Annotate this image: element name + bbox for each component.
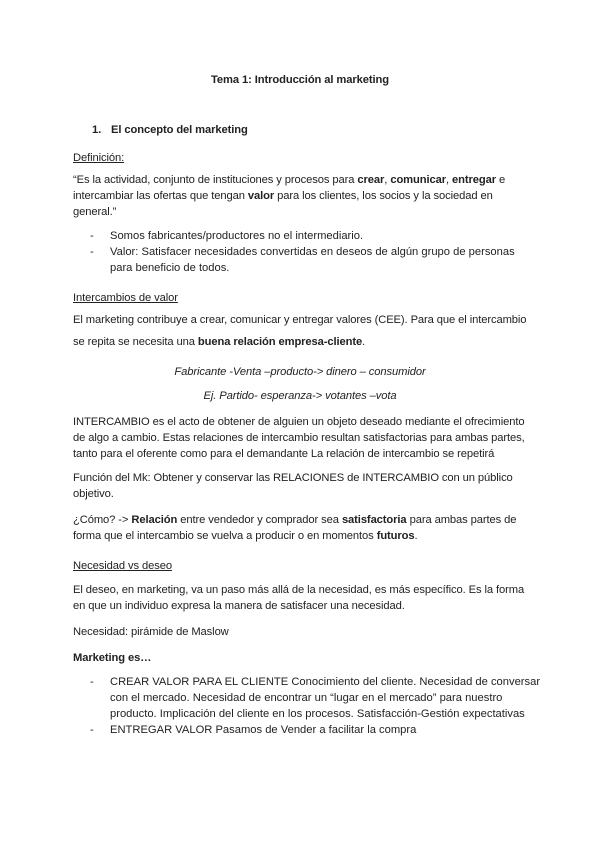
bullet-dash: - xyxy=(90,676,94,688)
bullet-item xyxy=(90,244,530,276)
intercambios-paragraph-2 xyxy=(73,334,365,350)
bullet-text: con el mercado. Necesidad de encontrar un “lugar en el mercado” para nuestro xyxy=(110,692,503,704)
quote-text: , xyxy=(446,174,453,186)
quote-bold-crear: crear xyxy=(357,174,385,186)
como-line-2 xyxy=(73,528,418,544)
paragraph-text: . xyxy=(414,530,418,542)
maslow-line: Necesidad: pirámide de Maslow xyxy=(73,626,229,638)
definicion-heading: Definición: xyxy=(73,152,125,164)
necesidad-paragraph-line: El deseo, en marketing, va un paso más allá de la necesidad, es más específico. Es la forma xyxy=(73,584,525,596)
como-line-1 xyxy=(73,512,516,528)
bullet-dash: - xyxy=(90,246,94,258)
paragraph-text: . xyxy=(362,336,366,348)
section-title: El concepto del marketing xyxy=(111,124,248,136)
paragraph-bold: satisfactoria xyxy=(341,514,407,526)
paragraph-bold: futuros xyxy=(376,530,415,542)
bullet-item xyxy=(90,722,550,738)
quote-text: , xyxy=(384,174,391,186)
section-number: 1. xyxy=(92,124,102,136)
bullet-dash: - xyxy=(90,724,94,736)
bullet-text: Somos fabricantes/productores no el intermediario. xyxy=(110,230,364,242)
quote-text: “Es la actividad, conjunto de instituciones y procesos para xyxy=(73,174,358,186)
definicion-quote-line-3: general.” xyxy=(73,206,117,218)
paragraph-text: para ambas partes de xyxy=(406,514,517,526)
necesidad-heading: Necesidad vs deseo xyxy=(73,560,172,572)
bullet-text: ENTREGAR VALOR Pasamos de Vender a facilitar la compra xyxy=(110,724,417,736)
intercambios-heading: Intercambios de valor xyxy=(73,292,178,304)
quote-bold-comunicar: comunicar xyxy=(390,174,447,186)
paragraph-text: ¿Cómo? -> xyxy=(73,514,132,526)
bullet-item xyxy=(90,228,530,244)
quote-text: e xyxy=(496,174,506,186)
paragraph-text: se repita se necesita una xyxy=(73,336,198,348)
bullet-text: CREAR VALOR PARA EL CLIENTE Conocimiento del cliente. Necesidad de conversar xyxy=(110,676,541,688)
intercambio-definition-line: INTERCAMBIO es el acto de obtener de alguien un objeto deseado mediante el ofrecimiento xyxy=(73,416,525,428)
bullet-dash: - xyxy=(90,230,94,242)
bullet-text: Valor: Satisfacer necesidades convertidas en deseos de algún grupo de personas xyxy=(110,246,515,258)
marketing-heading: Marketing es… xyxy=(73,652,152,664)
definicion-quote-line-1 xyxy=(73,172,505,188)
bullet-text: para beneficio de todos. xyxy=(110,262,230,274)
section-heading xyxy=(92,122,248,138)
paragraph-text: forma que el intercambio se vuelva a producir o en momentos xyxy=(73,530,377,542)
quote-text: intercambiar las ofertas que tengan xyxy=(73,190,248,202)
funcion-mk-line: Función del Mk: Obtener y conservar las RELACIONES de INTERCAMBIO con un público xyxy=(73,472,513,484)
quote-bold-valor: valor xyxy=(247,190,275,202)
intercambio-definition-line: tanto para el oferente como para el demandante La relación de intercambio se repetirá xyxy=(73,448,495,460)
bullet-item xyxy=(90,674,550,722)
paragraph-text: entre vendedor y comprador sea xyxy=(177,514,342,526)
exchange-flow-example: Fabricante -Venta –producto-> dinero – consumidor xyxy=(174,366,426,378)
paragraph-bold: Relación xyxy=(131,514,178,526)
paragraph-bold: buena relación empresa-cliente xyxy=(197,336,363,348)
exchange-flow-example-2: Ej. Partido- esperanza-> votantes –vota xyxy=(203,390,397,402)
bullet-text: producto. Implicación del cliente en los procesos. Satisfacción-Gestión expectativas xyxy=(110,708,525,720)
document-title: Tema 1: Introducción al marketing xyxy=(210,74,389,86)
definicion-quote-line-2 xyxy=(73,188,493,204)
intercambios-paragraph-1: El marketing contribuye a crear, comunicar y entregar valores (CEE). Para que el intercambio xyxy=(73,314,527,326)
funcion-mk-line: objetivo. xyxy=(73,488,114,500)
quote-bold-entregar: entregar xyxy=(452,174,497,186)
quote-text: para los clientes, los socios y la sociedad en xyxy=(274,190,493,202)
intercambio-definition-line: de algo a cambio. Estas relaciones de intercambio resultan satisfactorias para ambas partes, xyxy=(73,432,525,444)
necesidad-paragraph-line: en que un individuo expresa la manera de satisfacer una necesidad. xyxy=(73,600,405,612)
